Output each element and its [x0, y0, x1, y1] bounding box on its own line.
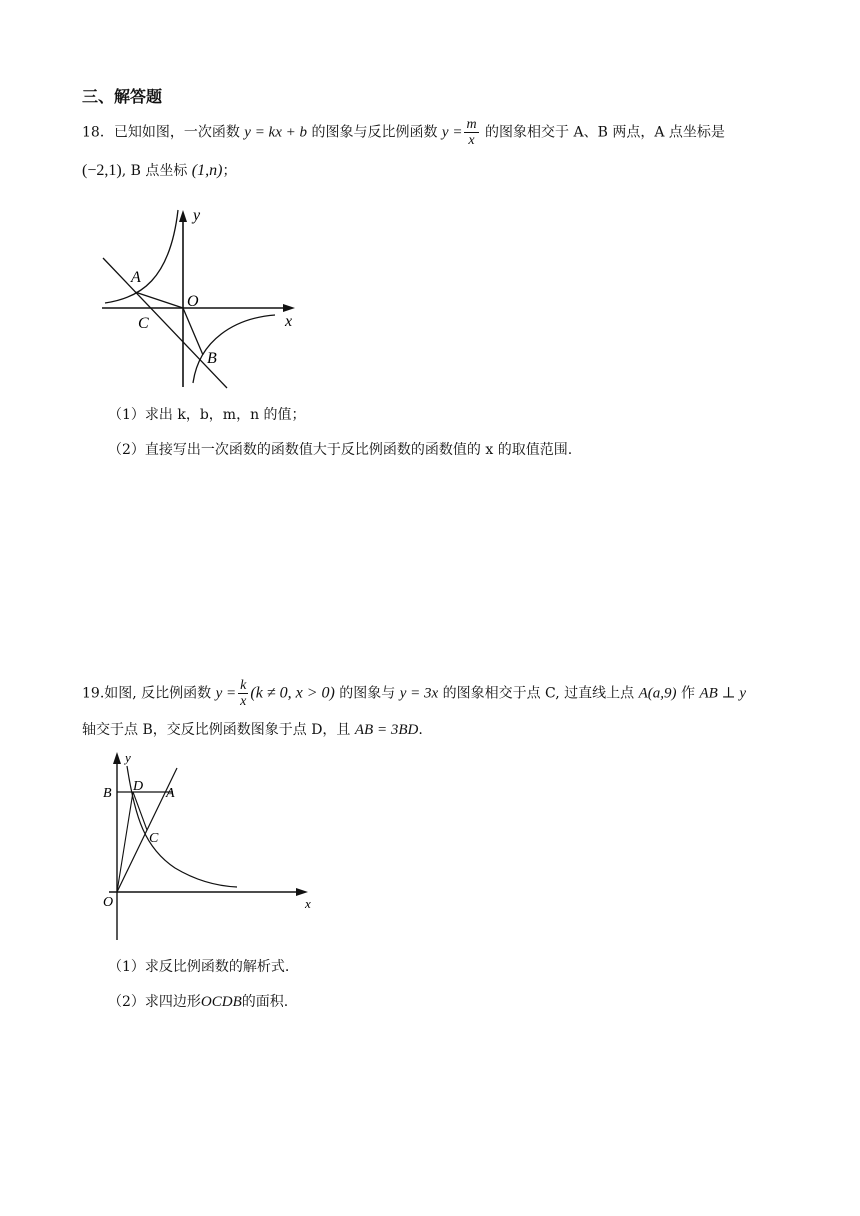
q19-text-d: 作 [681, 685, 695, 702]
q18-label-a: A [131, 269, 141, 286]
q19-segment-od [117, 792, 133, 892]
q18-label-o: O [187, 293, 199, 310]
q19-label-b: B [103, 786, 112, 801]
q19-text-a: 如图, 反比例函数 [104, 685, 212, 702]
q19-quad-name: OCDB [200, 994, 242, 1010]
q19-x-arrow-icon [296, 888, 308, 896]
q19-frac-den: x [240, 694, 247, 709]
q19-label-o: O [103, 895, 114, 910]
q18-line2 [82, 161, 236, 181]
q18-point-a: (−2,1) [82, 162, 122, 179]
q18-text-d: , B 点坐标 [121, 163, 188, 179]
q18-label-b: B [207, 350, 217, 367]
q19-sub2-b: 的面积. [241, 994, 289, 1010]
q19-sub2-a: （2）求四边形 [108, 994, 201, 1010]
q18-subquestion-1: （1）求出 k，b，m，n 的值； [108, 407, 306, 423]
q19-label-c: C [149, 831, 159, 846]
q18-number: 18． [82, 124, 114, 141]
q19-number: 19. [82, 685, 105, 702]
q19-figure [95, 748, 320, 943]
q18-hyperbola-right [193, 315, 275, 383]
q18-line1 [82, 117, 725, 148]
q18-text-a: 已知如图，一次函数 [113, 124, 240, 141]
q18-hyperbola-left [105, 210, 178, 303]
q18-point-b: (1,n) [191, 162, 223, 179]
q19-point-a: A(a,9) [638, 685, 677, 702]
q19-eq1-lhs: y = [215, 685, 237, 702]
q19-label-y: y [125, 750, 131, 765]
q18-y-arrow-icon [179, 210, 187, 222]
q19-ab-perp: AB ⊥ y [699, 685, 747, 702]
q18-segment-ob [183, 308, 203, 355]
q18-subquestion-2: （2）直接写出一次函数的函数值大于反比例函数的函数值的 x 的取值范围. [108, 442, 573, 458]
q19-segment-dc [133, 792, 147, 830]
q19-label-a: A [166, 786, 175, 801]
section-title: 三、解答题 [82, 87, 163, 106]
q19-condition: (k ≠ 0, x > 0) [250, 684, 335, 702]
q18-frac-num: m [466, 117, 477, 132]
q19-subquestion-1: （1）求反比例函数的解析式. [108, 959, 290, 975]
q18-eq-linear: y = kx + b [244, 124, 307, 141]
q19-fraction [238, 678, 248, 709]
q19-label-d: D [133, 779, 144, 794]
q18-x-arrow-icon [283, 304, 295, 312]
q18-figure [95, 200, 310, 395]
q19-text-f: . [418, 722, 423, 738]
q18-label-x: x [285, 313, 293, 330]
q19-line2 [82, 720, 423, 740]
q19-text-b: 的图象与 [339, 685, 396, 702]
q19-y-arrow-icon [113, 752, 121, 764]
q18-label-c: C [138, 315, 149, 332]
q18-text-b: 的图象与反比例函数 [311, 124, 438, 141]
q19-eq-ab-bd: AB = 3BD [354, 722, 419, 738]
q19-text-e: 轴交于点 B，交反比例函数图象于点 D，且 [82, 722, 351, 738]
q18-frac-den: x [468, 133, 475, 148]
q19-line1 [82, 678, 746, 709]
q19-label-x: x [305, 896, 311, 911]
q19-subquestion-2 [108, 992, 288, 1012]
q18-text-e: ； [222, 163, 237, 179]
q18-line-ab [103, 258, 227, 388]
q19-hyperbola [127, 766, 237, 887]
q19-eq-line: y = 3x [399, 685, 439, 702]
q18-text-c: 的图象相交于 A、B 两点，A 点坐标是 [485, 124, 725, 141]
q19-text-c: 的图象相交于点 C, 过直线上点 [442, 685, 635, 702]
q18-label-y: y [193, 207, 201, 224]
q18-fraction [464, 117, 478, 148]
q18-eq2-lhs: y = [441, 124, 463, 141]
q19-frac-num: k [240, 678, 247, 693]
